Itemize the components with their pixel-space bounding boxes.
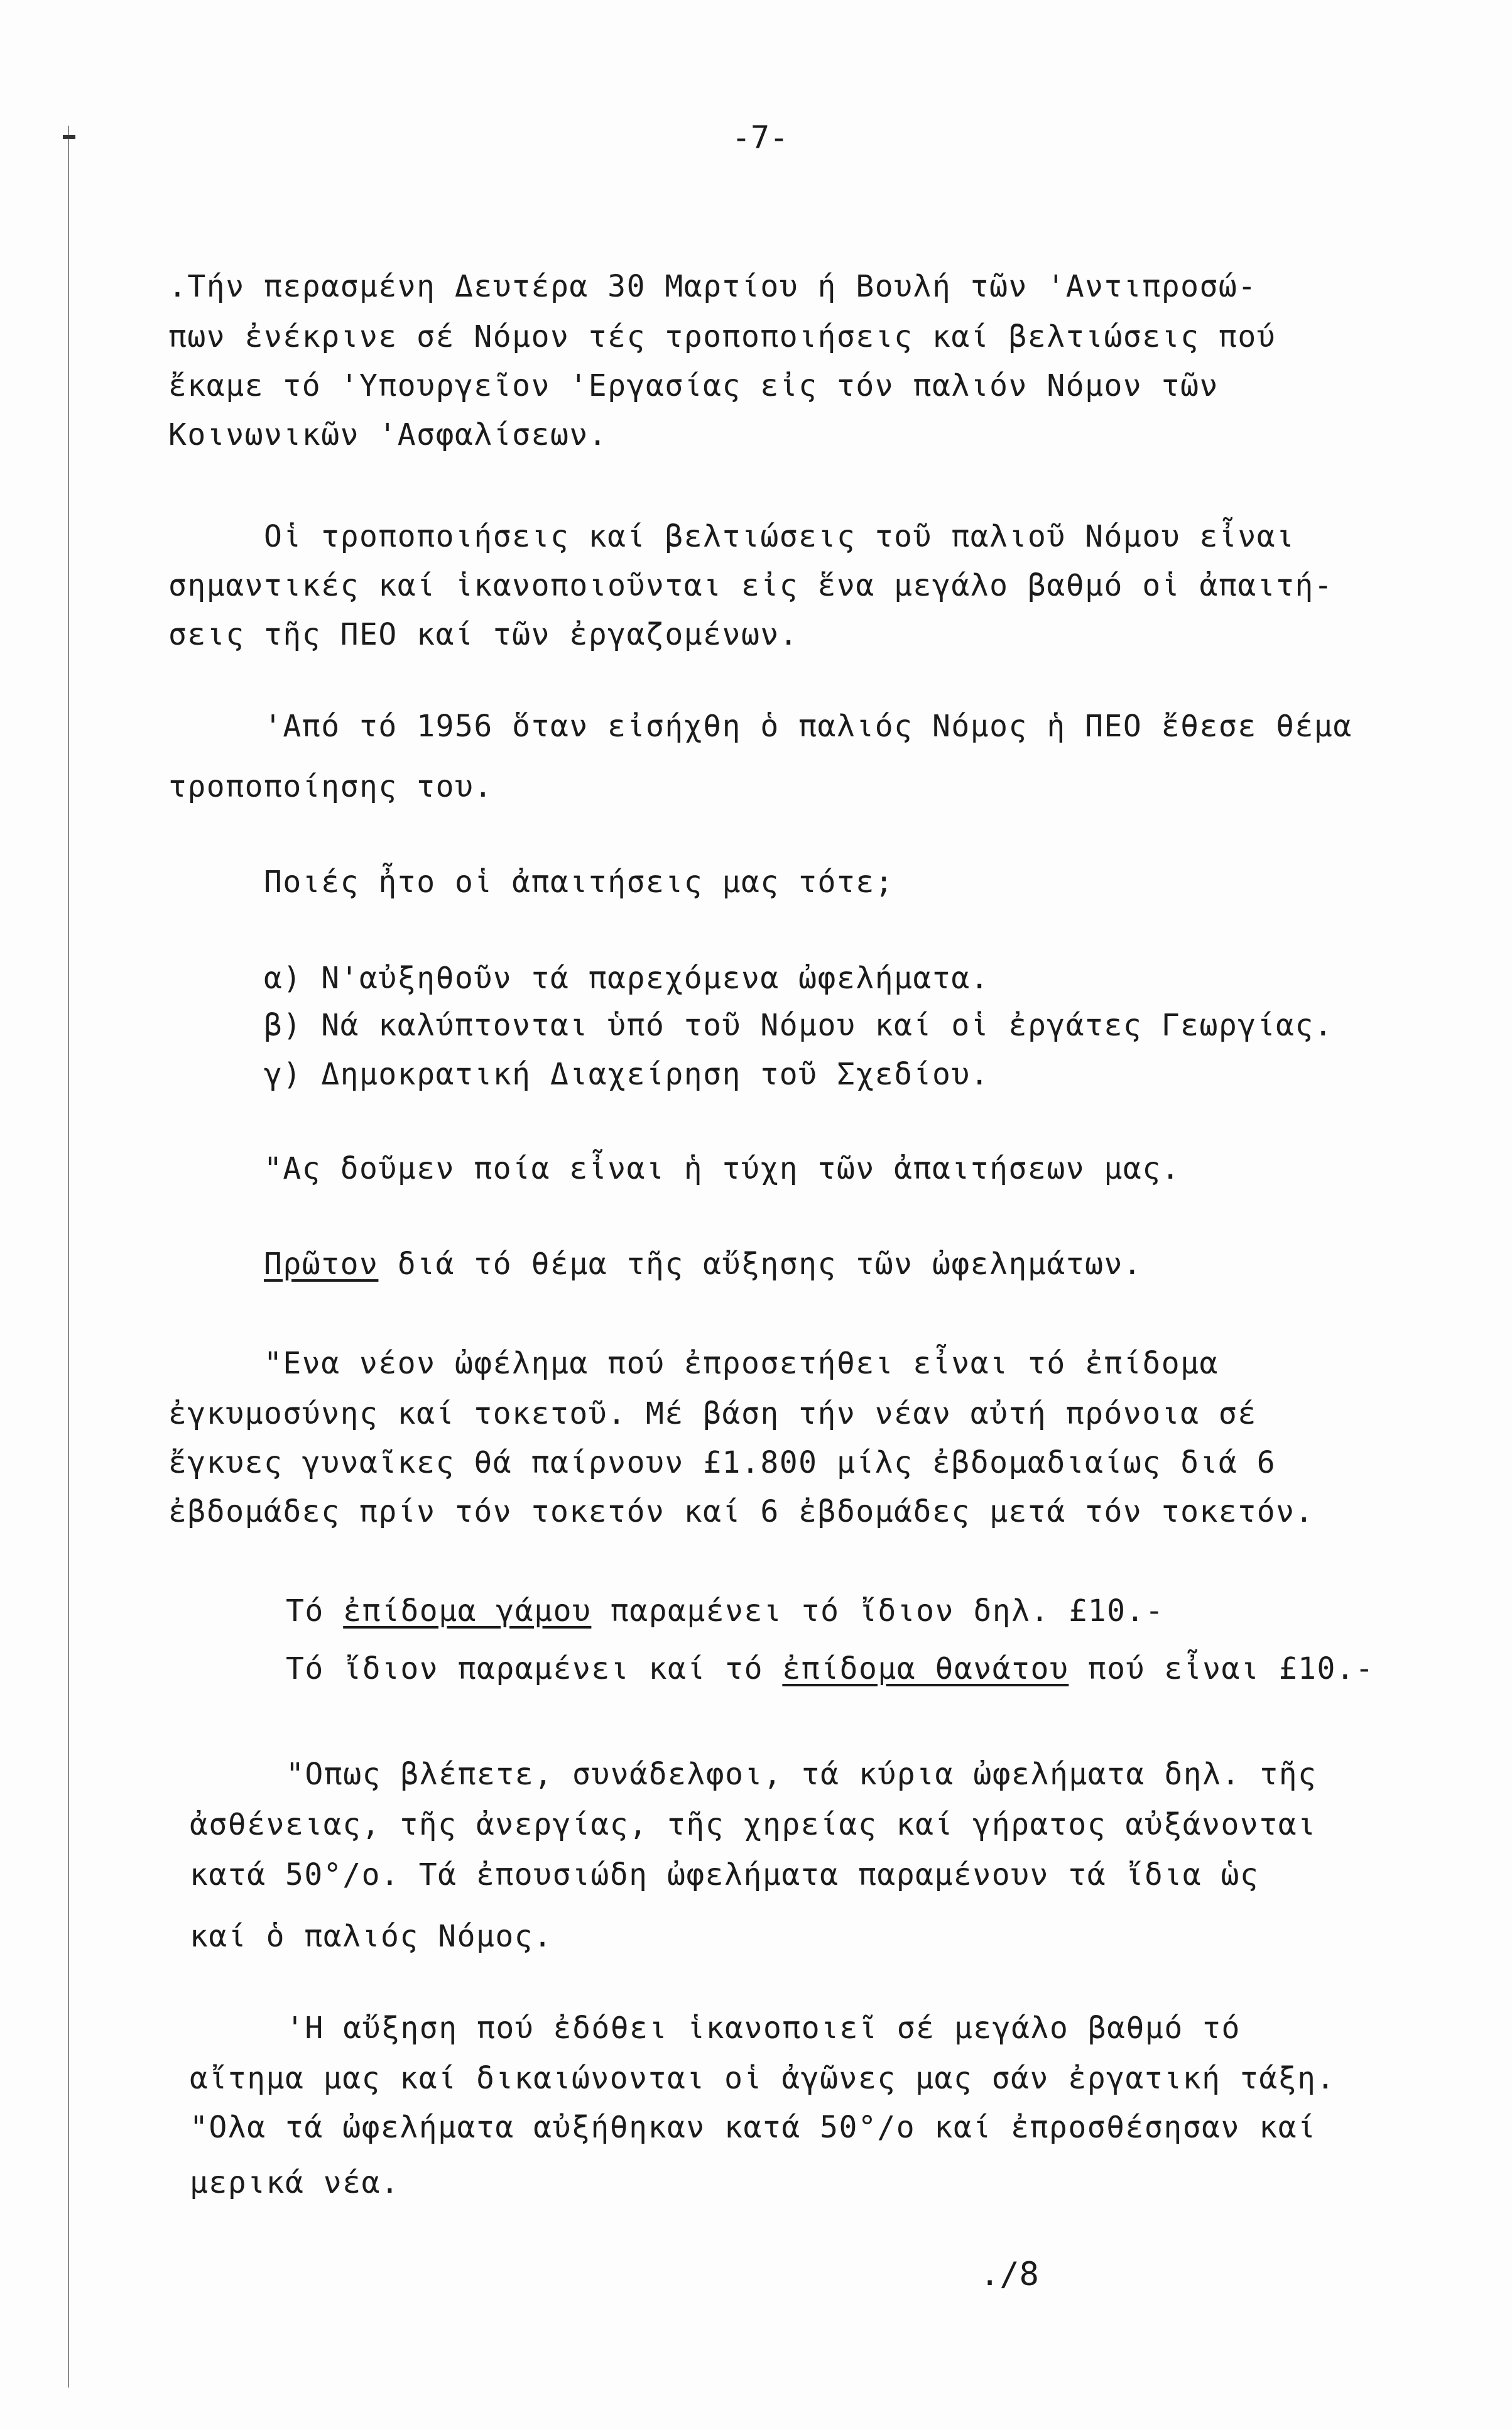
paragraph-8-line-1 [286, 1593, 1165, 1629]
paragraph-6-lead: Πρῶτον [264, 1247, 379, 1282]
next-page-marker: ./8 [980, 2256, 1039, 2293]
paragraph-1-line-3: ἔκαμε τό 'Υπουργεῖον 'Εργασίας εἰς τόν παλιόν Νόμον τῶν [168, 368, 1219, 403]
paragraph-3-line-2: τροποποίησης του. [168, 769, 493, 804]
paragraph-11-line-1: 'Η αὔξηση πού ἐδόθει ἱκανοποιεῖ σέ μεγάλο βαθμό τό [286, 2011, 1241, 2046]
paragraph-6-line-1 [264, 1247, 1143, 1282]
paragraph-3-line-1: 'Από τό 1956 ὅταν εἰσήχθη ὁ παλιός Νόμος ἡ ΠΕΟ ἔθεσε θέμα [264, 709, 1352, 744]
paragraph-8-pre: Τό [286, 1593, 344, 1629]
paragraph-10-line-4: καί ὁ παλιός Νόμος. [190, 1919, 553, 1954]
paragraph-2-line-3: σεις τῆς ΠΕΟ καί τῶν ἐργαζομένων. [168, 617, 799, 652]
paragraph-8-post: παραμένει τό ἴδιον δηλ. £10.- [591, 1593, 1165, 1629]
paragraph-2-line-1: Οἱ τροποποιήσεις καί βελτιώσεις τοῦ παλιοῦ Νόμου εἶναι [264, 519, 1295, 554]
paragraph-10-line-1: "Οπως βλέπετε, συνάδελφοι, τά κύρια ὠφελήματα δηλ. τῆς [286, 1757, 1317, 1792]
paragraph-10-line-2: ἀσθένειας, τῆς ἀνεργίας, τῆς χηρείας καί γήρατος αὐξάνονται [190, 1807, 1317, 1842]
paragraph-11-line-2: αἴτημα μας καί δικαιώνονται οἱ ἀγῶνες μας σάν ἐργατική τάξη. [190, 2061, 1335, 2096]
paragraph-7-line-1: "Ενα νέον ὠφέλημα πού ἐπροσετήθει εἶναι τό ἐπίδομα [264, 1346, 1219, 1381]
margin-tick-mark [63, 135, 75, 139]
paragraph-5-line-1: "Ας δοῦμεν ποία εἶναι ἡ τύχη τῶν ἀπαιτήσεων μας. [264, 1151, 1181, 1186]
paragraph-11-line-4: μερικά νέα. [190, 2165, 400, 2200]
paragraph-7-line-4: ἐβδομάδες πρίν τόν τοκετόν καί 6 ἐβδομάδες μετά τόν τοκετόν. [168, 1494, 1314, 1529]
paragraph-1-line-4: Κοινωνικῶν 'Ασφαλίσεων. [168, 417, 608, 452]
paragraph-7-line-3: ἔγκυες γυναῖκες θά παίρνουν £1.800 μίλς ἐβδομαδιαίως διά 6 [168, 1445, 1276, 1480]
paragraph-11-line-3: "Ολα τά ὠφελήματα αὐξήθηκαν κατά 50°/ο καί ἐπροσθέσησαν καί [190, 2110, 1317, 2145]
paragraph-4-line-1: Ποιές ἦτο οἱ ἀπαιτήσεις μας τότε; [264, 865, 895, 900]
paragraph-9-post: πού εἶναι £10.- [1069, 1651, 1374, 1686]
paragraph-9-line-1 [286, 1651, 1374, 1686]
paragraph-9-pre: Τό ἴδιον παραμένει καί τό [286, 1651, 783, 1686]
paragraph-8-underlined: ἐπίδομα γάμου [343, 1593, 592, 1629]
paragraph-7-line-2: ἐγκυμοσύνης καί τοκετοῦ. Μέ βάση τήν νέαν αὐτή πρόνοια σέ [168, 1396, 1257, 1431]
paragraph-9-underlined: ἐπίδομα θανάτου [782, 1651, 1069, 1686]
paragraph-1-line-2: πων ἐνέκρινε σέ Νόμον τές τροποποιήσεις καί βελτιώσεις πού [168, 319, 1276, 354]
list-item-c: γ) Δημοκρατική Διαχείρηση τοῦ Σχεδίου. [264, 1057, 990, 1092]
left-margin-line [68, 126, 71, 2388]
list-item-a: α) Ν'αὐξηθοῦν τά παρεχόμενα ὠφελήματα. [264, 961, 990, 996]
paragraph-1-line-1: .Τήν περασμένη Δευτέρα 30 Μαρτίου ή Βουλή τῶν 'Αντιπροσώ- [168, 269, 1257, 304]
list-item-b: β) Νά καλύπτονται ὑπό τοῦ Νόμου καί οἱ ἐργάτες Γεωργίας. [264, 1008, 1334, 1043]
paragraph-2-line-2: σημαντικές καί ἱκανοποιοῦνται εἰς ἕνα μεγάλο βαθμό οἱ ἀπαιτή- [168, 568, 1334, 603]
paragraph-6-rest: διά τό θέμα τῆς αὔξησης τῶν ὠφελημάτων. [378, 1247, 1143, 1282]
paragraph-10-line-3: κατά 50°/ο. Τά ἐπουσιώδη ὠφελήματα παραμένουν τά ἴδια ὡς [190, 1857, 1259, 1892]
page-number: -7- [731, 119, 789, 156]
